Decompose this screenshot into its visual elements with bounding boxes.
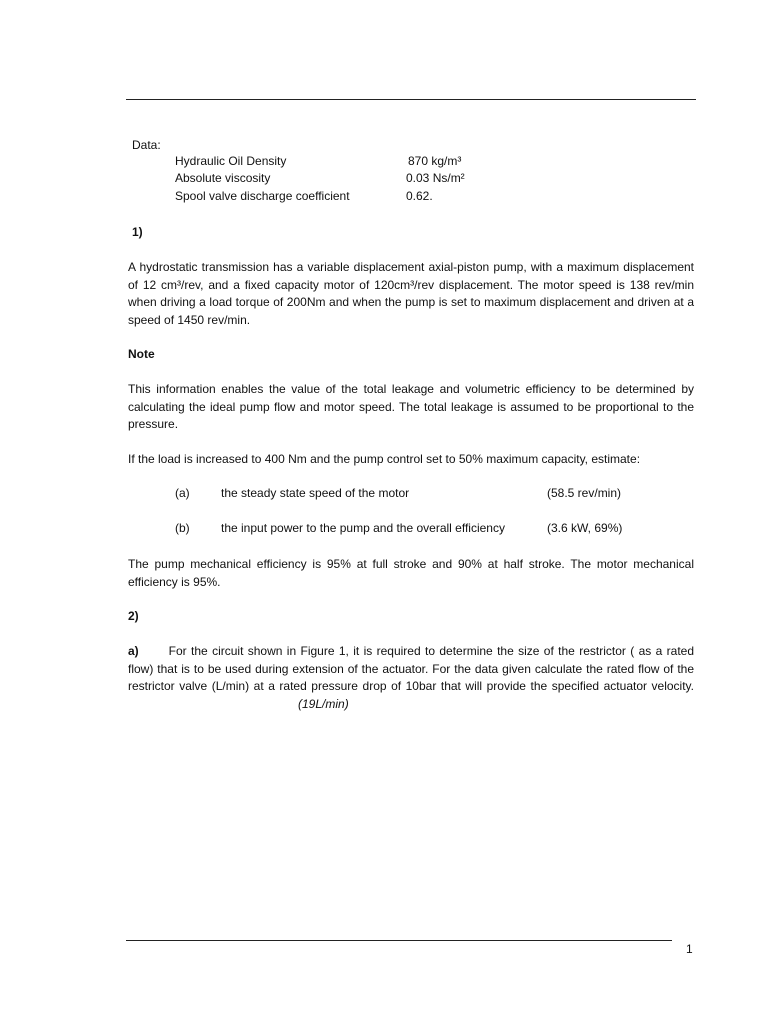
- data-row-value: 0.03 Ns/m²: [406, 171, 465, 185]
- note-text: This information enables the value of the total leakage and volumetric efficiency to be determined by calculating the ideal pump flow and motor speed. The total leakage is assumed to be proportional to the pressure.: [128, 382, 694, 431]
- data-heading: Data:: [132, 138, 161, 152]
- data-row-value: 0.62.: [406, 189, 433, 203]
- note-heading: Note: [128, 347, 155, 361]
- question-1-task: If the load is increased to 400 Nm and the pump control set to 50% maximum capacity, estimate:: [128, 452, 641, 466]
- data-row-label: Absolute viscosity: [175, 171, 271, 185]
- part-text: the input power to the pump and the overall efficiency: [221, 521, 505, 535]
- question-2-number: 2): [128, 609, 139, 623]
- question-1-intro: A hydrostatic transmission has a variable displacement axial-piston pump, with a maximum displacement of 12 cm³/rev, and a fixed capacity motor of 120cm³/rev displacement. The motor speed is 138 rev/min when driving a load torque of 200Nm and when the pump is set to maximum displacement and driven at a speed of 1450 rev/min.: [128, 260, 694, 327]
- question-2-answer: (19L/min): [298, 696, 349, 711]
- data-row-label: Hydraulic Oil Density: [175, 154, 287, 168]
- question-2-text: [128, 643, 694, 713]
- data-row-value: 870 kg/m³: [408, 154, 462, 168]
- part-text: the steady state speed of the motor: [221, 486, 410, 500]
- efficiency-note: The pump mechanical efficiency is 95% at full stroke and 90% at half stroke. The motor mechanical efficiency is 95%.: [128, 557, 694, 589]
- question-2-part-label: a): [128, 644, 139, 658]
- part-label: (a): [175, 486, 190, 500]
- part-label: (b): [175, 521, 190, 535]
- part-answer: (3.6 kW, 69%): [547, 521, 623, 535]
- header-rule: [126, 99, 696, 100]
- data-row-label: Spool valve discharge coefficient: [175, 189, 350, 203]
- part-answer: (58.5 rev/min): [547, 486, 622, 500]
- question-1-number: 1): [132, 225, 143, 239]
- footer-rule: [126, 940, 672, 941]
- question-2-body: For the circuit shown in Figure 1, it is required to determine the size of the restrictor ( as a rated flow) that is to be used during extension of the actuator. For the data given calculate the rated flow of the restrictor valve (L/min) at a rated pressure drop of 10bar that will provide the specified actuator velocity.: [128, 644, 694, 693]
- page-number: 1: [686, 942, 693, 956]
